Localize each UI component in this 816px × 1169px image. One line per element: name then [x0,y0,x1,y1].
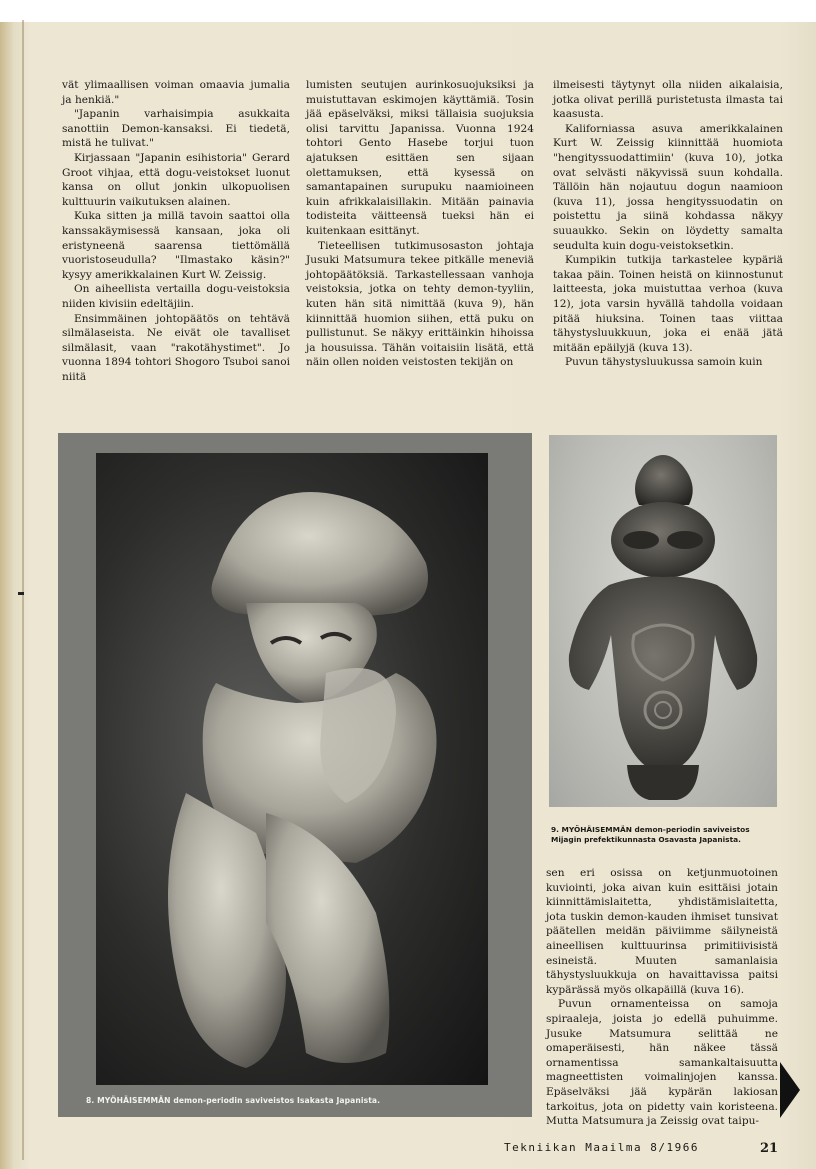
text-column-2 [306,78,534,370]
figure-8-caption: 8. MYÖHÄISEMMÄN demon-periodin saviveistos Isakasta Japanista. [86,1096,381,1105]
paragraph: Kaliforniassa asuva amerikkalainen Kurt W. Zeissig kiinnittää huomiota "hengityssuodattimiin' (kuva 10), jotka ovat selvästi näkyvissä suun kohdalla. Tällöin hän nojautuu dogun naamioon (kuva 11), jossa hengityssuodatin on poistettu ja siinä kohdassa näkyy suuaukko. Sekin on löydetty samalta seudulta kuin dogu-veistoksetkin. [553,122,783,252]
figure-9-caption [551,825,777,845]
crown-ornament [635,455,693,505]
paragraph: lumisten seutujen aurinkosuojuksiksi ja muistuttavan eskimojen käyttämiä. Tosin jää epäselväksi, miksi tällaisia suojuksia olisi tarvittu Japanissa. Vuonna 1924 tohtori Gento Hasebe torjui tuon ajatuksen esittäen sen sijaan olettamuksen, että kysessä on samantapainen surupuku naamioineen kuin afrikkalaisillakin. Mitään painavia todisteita väitteensä tueksi hän ei kuitenkaan esittänyt. [306,79,534,237]
clay-figure-seated-illustration [96,453,488,1085]
goggle-eye [667,531,703,549]
text-column-4 [546,866,778,1129]
paragraph: Kuka sitten ja millä tavoin saattoi olla kanssakäymisessä kansaan, joka oli eristyneenä saarensa tiettömällä vuoristoseudulla? "Ilmastako käsin?" kysyy amerikkalainen Kurt W. Zeissig. [62,210,290,281]
scan-top-edge [0,0,816,22]
figure-9-photo [549,435,777,807]
helmet-shape [212,492,429,618]
goggle-eye [623,531,659,549]
paragraph: Puvun ornamenteissa on samoja spiraaleja, joista jo edellä puhuimme. Jusuke Matsumura selittää ne omaperäisesti, hän näkee tässä ornamentissa samankaltaisuutta magneettisten voimalinjojen kanssa. Epäselväksi jää kypärän lakiosan tarkoitus, jota on pidetty vain koristeena. Mutta Matsumura ja Zeissig ovat taipu- [546,998,778,1128]
paragraph: On aiheellista vertailla dogu-veistoksia niiden kivisiin edeltäjiin. [62,283,290,310]
text-column-1 [62,78,290,384]
page-number: 21 [760,1141,779,1156]
paragraph: sen eri osissa on ketjunmuotoinen kuviointi, joka aivan kuin esittäisi jotain kiinnittämislaitetta, yhdistämislaitetta, jota tuskin demon-kauden ihmiset tunsivat päätellen meidän päiviimme säilyneistä aineellisen kulttuurinsa primitiivisistä esineistä. Muuten samanlaisia tähystysluukkuja on havaittavissa paitsi kypärässä myös olkapäillä (kuva 16). [546,867,778,996]
feet-shape [627,765,699,800]
paragraph: "Japanin varhaisimpia asukkaita sanottiin Demon-kansaksi. Ei tiedetä, mistä he tulivat." [62,108,290,150]
paragraph: Kirjassaan "Japanin esihistoria" Gerard Groot vihjaa, että dogu-veistokset luonut kansa on ollut jonkin ulkopuolisen kulttuurin vaikutuksen alainen. [62,151,290,208]
caption-line: Mijagin prefektikunnasta Osavasta Japanista. [551,835,741,844]
caption-line: 9. MYÖHÄISEMMÄN demon-periodin saviveistos [551,825,750,834]
paragraph: Ensimmäinen johtopäätös on tehtävä silmälaseista. Ne eivät ole tavalliset silmälasit, vaan "rakotähystimet". Jo vuonna 1894 tohtori Shogoro Tsuboi sanoi niitä [62,312,290,383]
margin-mark [18,592,24,595]
paragraph: vät ylimaallisen voiman omaavia jumalia ja henkiä." [62,79,290,106]
text-column-3 [553,78,783,370]
figure-8-photo [58,433,532,1117]
paragraph: Tieteellisen tutkimusosaston johtaja Jusuki Matsumura tekee pitkälle meneviä johtopäätöksiä. Tarkastellessaan vanhoja veistoksia, jotka on tehty demon-tyyliin, kuten hän sitä nimittää (kuva 9), hän kiinnittää huomion siihen, että puku on pullistunut. Se näkyy erittäinkin hihoissa ja housuissa. Tähän voitaisiin lisätä, että näin ollen noiden veistosten tekijän on [306,239,534,369]
paragraph: Kumpikin tutkija tarkastelee kypäriä takaa päin. Toinen heistä on kiinnostunut laitteesta, joka muistuttaa verhoa (kuva 12), jota varsin hyvällä tahdolla voidaan pitää hiuksina. Toinen taas viittaa tähystysluukkuun, joka ei enää jätä mitään epäilyjä (kuva 13). [553,254,783,354]
clay-figure-ornamented-illustration [549,435,777,807]
binding-gutter [22,20,24,1160]
continue-arrow-icon [780,1062,800,1118]
magazine-issue-footer: Tekniikan Maailma 8/1966 [504,1141,699,1154]
paragraph: ilmeisesti täytynyt olla niiden aikalaisia, jotka olivat perillä puristetusta ilmasta tai kaasusta. [553,79,783,121]
body-shape [569,577,757,775]
paragraph: Puvun tähystysluukussa samoin kuin [565,356,763,369]
